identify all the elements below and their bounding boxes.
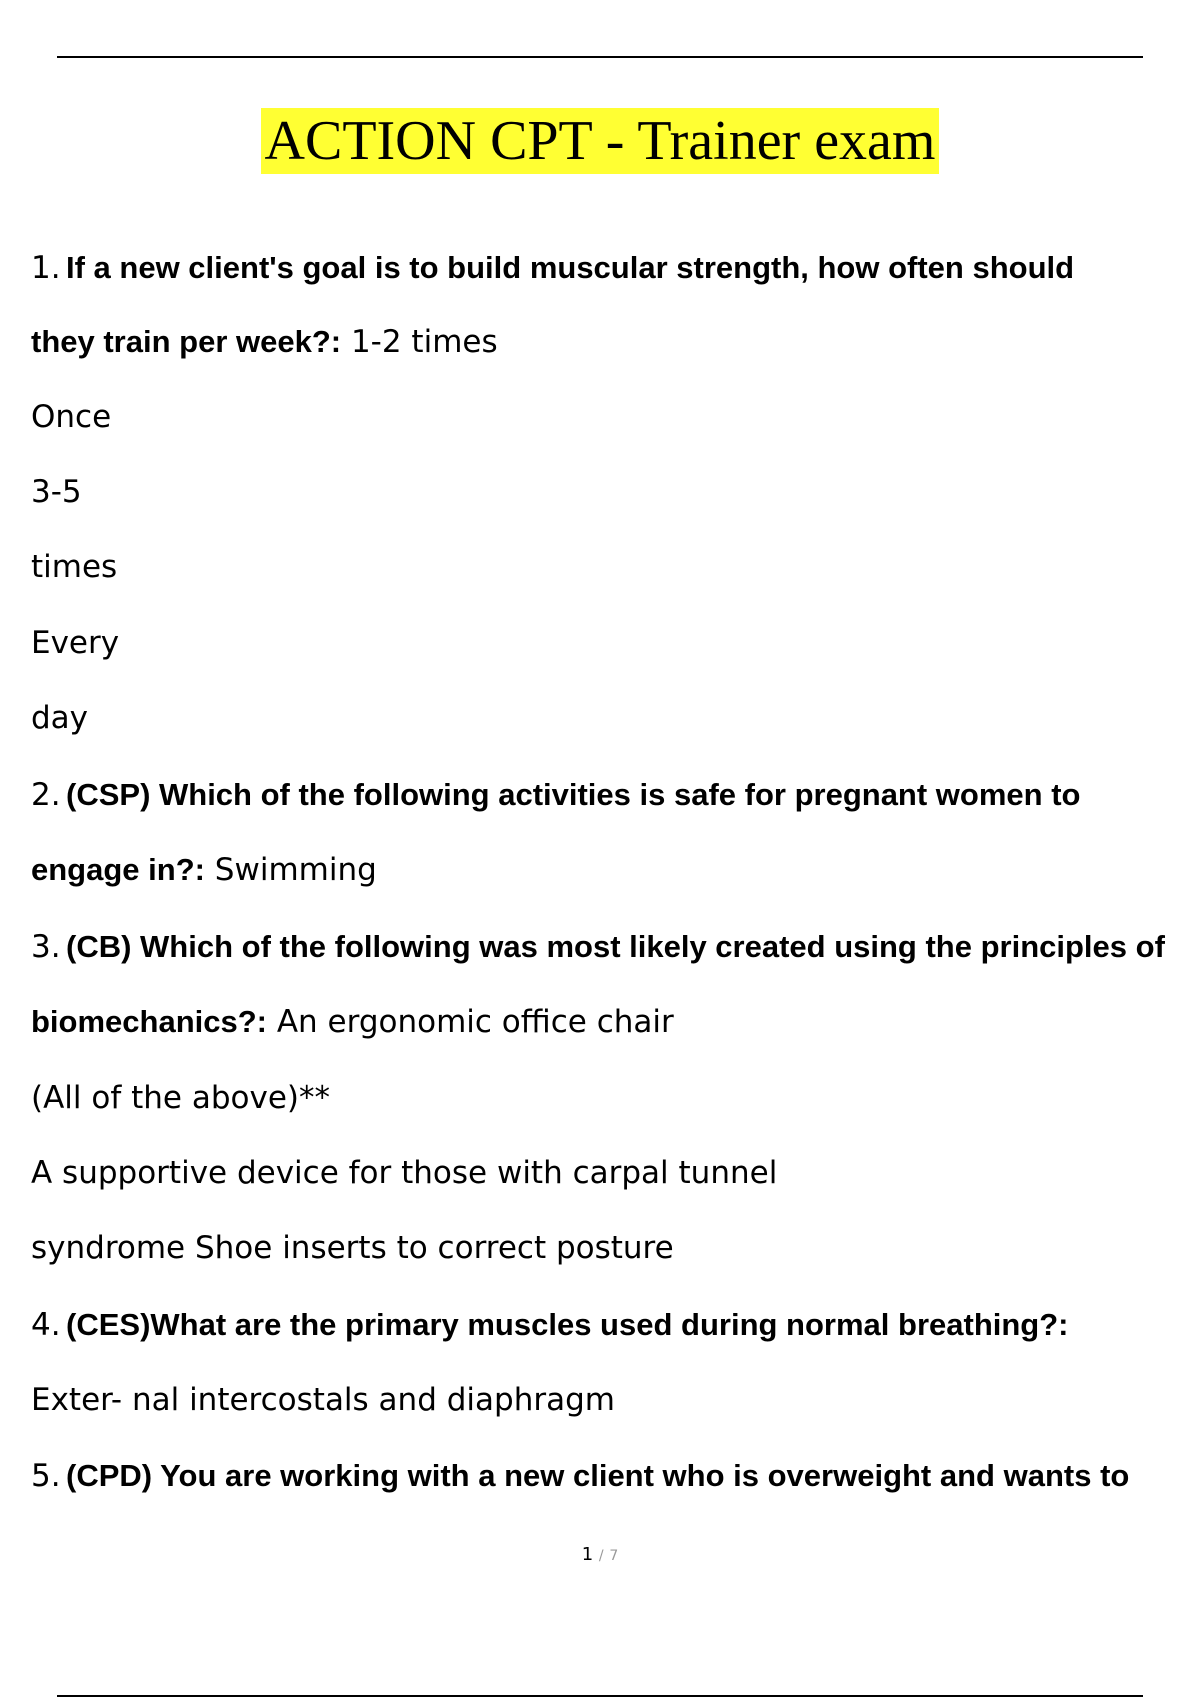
page-indicator — [0, 1544, 1200, 1565]
question-3-option: (All of the above)** — [31, 1080, 330, 1116]
question-1-line-2 — [31, 322, 498, 362]
question-3-line-2 — [31, 1002, 674, 1042]
question-1-option: 3-5 — [31, 474, 82, 510]
question-text: engage in?: — [31, 852, 205, 887]
question-text: (CB) Which of the following was most likely created using the principles of — [66, 929, 1165, 964]
title-container — [0, 108, 1200, 174]
question-number: 5. — [31, 1458, 61, 1494]
question-1-option: Every — [31, 625, 120, 661]
question-3-line-1 — [31, 927, 1165, 967]
question-text: If a new client's goal is to build muscular strength, how often should — [66, 250, 1075, 285]
page-separator: / — [598, 1548, 604, 1564]
bottom-rule — [57, 1695, 1143, 1697]
question-text: (CPD) You are working with a new client who is overweight and wants to — [66, 1458, 1130, 1493]
question-1-line-1 — [31, 248, 1074, 288]
question-4-answer: Exter- nal intercostals and diaphragm — [31, 1382, 615, 1418]
total-pages: 7 — [609, 1548, 619, 1564]
question-number: 3. — [31, 929, 61, 965]
question-5-line-1 — [31, 1456, 1129, 1496]
question-1-option: times — [31, 549, 118, 585]
question-number: 2. — [31, 777, 61, 813]
question-1-option: Once — [31, 399, 112, 435]
question-3-option: A supportive device for those with carpal tunnel — [31, 1155, 778, 1191]
answer-text: Swimming — [204, 852, 377, 888]
top-rule — [57, 56, 1143, 58]
answer-text: An ergonomic office chair — [267, 1004, 674, 1040]
question-3-option: syndrome Shoe inserts to correct posture — [31, 1230, 674, 1266]
question-number: 1. — [31, 250, 61, 286]
question-text: they train per week?: — [31, 324, 342, 359]
question-2-line-1 — [31, 775, 1080, 815]
question-2-line-2 — [31, 850, 377, 890]
question-1-option: day — [31, 700, 89, 736]
question-text: (CSP) Which of the following activities is safe for pregnant women to — [66, 777, 1081, 812]
answer-text: 1-2 times — [341, 324, 498, 360]
question-4-line-1 — [31, 1305, 1069, 1345]
question-number: 4. — [31, 1307, 61, 1343]
question-text: biomechanics?: — [31, 1004, 267, 1039]
question-text: (CES)What are the primary muscles used during normal breathing?: — [66, 1307, 1069, 1342]
document-title: ACTION CPT - Trainer exam — [261, 108, 940, 174]
current-page: 1 — [581, 1544, 594, 1565]
